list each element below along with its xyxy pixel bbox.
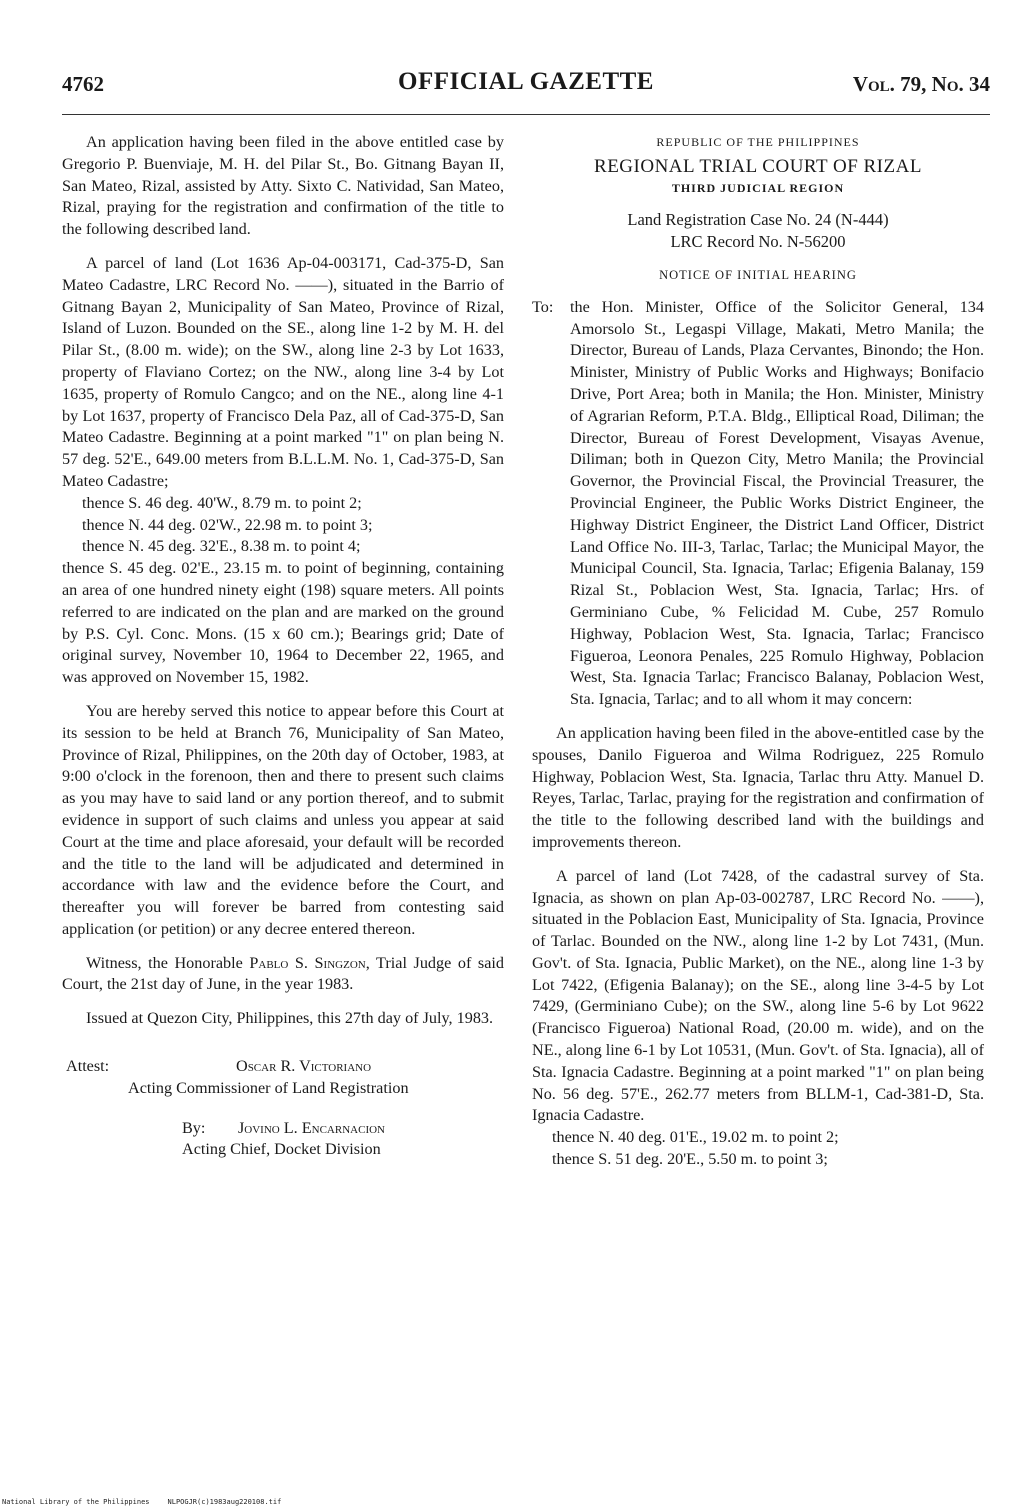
bearing-line: thence N. 40 deg. 01'E., 19.02 m. to point 2; bbox=[552, 1128, 839, 1147]
witness-pre: Witness, the Honorable bbox=[86, 953, 243, 972]
page-number: 4762 bbox=[62, 72, 104, 96]
bearing-line: thence S. 51 deg. 20'E., 5.50 m. to point 3; bbox=[552, 1150, 828, 1169]
parcel-description: A parcel of land (Lot 1636 Ap-04-003171, Cad-375-D, San Mateo Cadastre, LRC Record No. ——), situated in the Barrio of Gitnang Bayan 2, Municipality of San Mateo, Province of Rizal, Island of Luzon. Bounded on the SE., along line 1-2 by M. H. del Pilar St., (8.00 m. wide); on the SW., along line 2-3 by Lot 1633, property of Flaviano Cortez; on the NW., along line 3-4 by Lot 1635, property of Romulo Cangco; and on the NE., along line 4-1 by Lot 1637, property of Francisco Dela Paz, all of Cad-375-D, San Mateo Cadastre. Beginning at a point marked "1" on plan being N. 57 deg. 52'E., 649.00 meters from B.L.L.M. No. 1, Cad-375-D, San Mateo Cadastre; bbox=[62, 253, 504, 490]
page-header bbox=[62, 62, 990, 102]
by-label: By: bbox=[182, 1118, 206, 1137]
bearing-line: thence S. 46 deg. 40'W., 8.79 m. to point 2; bbox=[82, 493, 362, 512]
library-credit: National Library of the Philippines bbox=[2, 1498, 150, 1506]
court-title: REGIONAL TRIAL COURT OF RIZAL bbox=[594, 155, 922, 177]
application-paragraph: An application having been filed in the above-entitled case by the spouses, Danilo Figueroa and Wilma Rodriguez, 225 Romulo Highway, Poblacion West, Sta. Ignacia, Tarlac thru Atty. Manuel D. Reyes, Tarlac, Tarlac, praying for the registration and confirmation of the title to the following described land with the buildings and improvements thereon. bbox=[532, 723, 984, 851]
case-number: Land Registration Case No. 24 (N-444) bbox=[627, 210, 889, 230]
served-paragraph: You are hereby served this notice to appear before this Court at its session to be held at Branch 76, Municipality of San Mateo, Province of Rizal, Philippines, on the 20th day of October, 1983, at 9:00 o'clock in the forenoon, then and there to present such claims as you may have to said land or any portion thereof, and to submit evidence in support of such claims and unless you appear at said Court at the time and place aforesaid, your default will be recorded and the title to the land will be adjudicated and determined in accordance with law and the evidence before the Court, and thereafter you will forever be barred from contesting said application (or petition) or any decree entered thereon. bbox=[62, 701, 504, 938]
bearing-line: thence N. 44 deg. 02'W., 22.98 m. to point 3; bbox=[82, 515, 373, 534]
attest-block bbox=[62, 1056, 504, 1100]
republic-caption: REPUBLIC OF THE PHILIPPINES bbox=[656, 135, 860, 149]
notice-title: NOTICE OF INITIAL HEARING bbox=[659, 267, 857, 282]
to-text: the Hon. Minister, Office of the Solicitor General, 134 Amorsolo St., Legaspi Village, Makati, Metro Manila; the Director, Bureau of Lands, Plaza Cervantes, Binondo; the Hon. Minister, Ministry of Public Works and Highways; Bonifacio Drive, Port Area; both in Manila; the Hon. Minister, Ministry of Agrarian Reform, P.T.A. Bldg., Elliptical Road, Diliman; the Director, Bureau of Forest Development, Visayas Avenue, Diliman; both in Quezon City, Metro Manila; the Provincial Governor, the Provincial Fiscal, the Provincial Treasurer, the Provincial Engineer, the Public Works District Engineer, the Highway District Engineer, the District Land Officer, District Land Office No. III-3, Tarlac, Tarlac; the Municipal Mayor, the Municipal Council, Sta. Ignacia, Tarlac; Efigenia Balanay, 159 Rizal St., Poblacion West, Sta. Ignacia, Tarlac; Hrs. of Germiniano Cube, % Felicidad M. Cube, 257 Romulo Highway, Poblacion West, Sta. Ignacia, Tarlac; Francisco Figueroa, Leonora Penales, 225 Romulo Highway, Poblacion West, Sta. Ignacia Tarlac; Francisco Balanay, Poblacion West, Sta. Ignacia, Tarlac; and to all whom it may concern: bbox=[570, 297, 984, 709]
right-column bbox=[532, 132, 984, 1171]
publication-title: OFFICIAL GAZETTE bbox=[398, 68, 654, 95]
judge-name: Pablo S. Singzon bbox=[249, 953, 366, 972]
witness-paragraph bbox=[62, 953, 504, 997]
region-caption: THIRD JUDICIAL REGION bbox=[671, 180, 845, 195]
witness-post: , Trial Judge of said Court, the 21st day of June, in the year 1983. bbox=[62, 953, 504, 994]
intro-paragraph: An application having been filed in the above entitled case by Gregorio P. Buenviaje, M. H. del Pilar St., Bo. Gitnang Bayan II, San Mateo, Rizal, assisted by Atty. Sixto C. Natividad, San Mateo, Rizal, praying for the registration and confirmation of the title to the following described land. bbox=[62, 133, 504, 239]
bearing-close: thence S. 45 deg. 02'E., 23.15 m. to point of beginning, containing an area of one hundred ninety eight (198) square meters. All points referred to are indicated on the plan and are marked on the ground by P.S. Cyl. Conc. Mons. (15 x 60 cm.); Bearings grid; Date of original survey, November 10, 1964 to December 22, 1965, and was approved on November 15, 1982. bbox=[62, 559, 504, 687]
bearing-line: thence N. 45 deg. 32'E., 8.38 m. to point 4; bbox=[82, 537, 361, 556]
header-rule bbox=[62, 114, 990, 115]
by-title: Acting Chief, Docket Division bbox=[182, 1140, 381, 1159]
to-label: To: bbox=[532, 297, 554, 316]
addressees bbox=[532, 297, 984, 711]
file-name: NLPOGJR(c)1983aug220108.tif bbox=[167, 1498, 282, 1506]
issued-paragraph: Issued at Quezon City, Philippines, this 27th day of July, 1983. bbox=[86, 1009, 494, 1028]
left-column bbox=[62, 132, 504, 1161]
parcel-description-right: A parcel of land (Lot 7428, of the cadastral survey of Sta. Ignacia, as shown on plan Ap-03-002787, LRC Record No. ——), situated in the Poblacion East, Municipality of Sta. Ignacia, Province of Tarlac. Bounded on the NW., along line 1-2 by Lot 7431, (Mun. Gov't. of Sta. Ignacia, Public Market), on the NE., along line 1-3 by Lot 7422, (Efigenia Balanay); on the SE., along line 3-4-5 by Lot 7429, (Germiniano Cube); on the SW., along line 5-6 by Lot 9622 (Francisco Figueroa) National Road, (20.00 m. wide), and on the NE., along line 6-1 by Lot 10531, (Mun. Gov't. of Sta. Ignacia), all of Sta. Ignacia Cadastre. Beginning at a point marked "1" on plan being No. 56 deg. 57'E., 262.77 meters from BLLM-1, Cad-381-D, Sta. Ignacia Cadastre. bbox=[532, 866, 984, 1125]
attest-label: Attest: bbox=[66, 1057, 110, 1076]
attest-title: Acting Commissioner of Land Registration bbox=[128, 1078, 409, 1097]
attest-name: Oscar R. Victoriano bbox=[236, 1057, 372, 1076]
scan-footer bbox=[2, 1498, 281, 1506]
by-block bbox=[62, 1118, 504, 1162]
by-name: Jovino L. Encarnacion bbox=[238, 1118, 385, 1137]
volume-number: Vol. 79, No. 34 bbox=[852, 72, 990, 96]
lrc-record: LRC Record No. N-56200 bbox=[670, 232, 846, 252]
